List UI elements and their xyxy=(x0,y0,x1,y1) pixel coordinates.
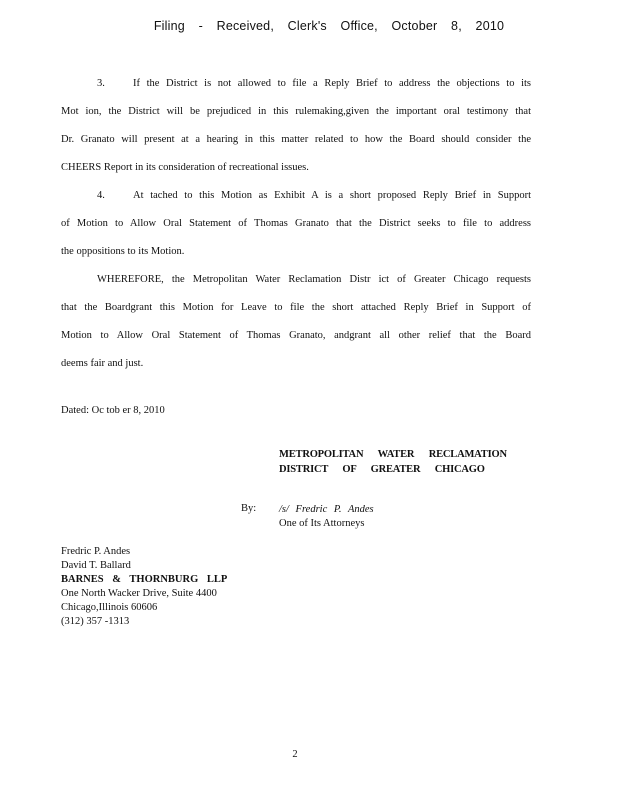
electronic-signature: /s/ Fredric P. Andes xyxy=(279,504,374,515)
paragraph-number: 4. xyxy=(97,190,105,201)
law-firm-name: BARNES & THORNBURG LLP xyxy=(61,574,228,585)
line-text: At tached to this Motion as Exhibit A is a short proposed Reply Brief in Support xyxy=(133,190,531,201)
paragraph-3-line-2: Mot ion, the District will be prejudiced in this rulemaking,given the important oral testimony that xyxy=(61,106,531,117)
paragraph-3-line-4: CHEERS Report in its consideration of recreational issues. xyxy=(61,162,309,173)
paragraph-3-line-1 xyxy=(61,70,531,98)
wherefore-line-4: deems fair and just. xyxy=(61,358,144,369)
organization-line-2: DISTRICT OF GREATER CHICAGO xyxy=(279,464,485,475)
by-label: By: xyxy=(241,503,257,514)
paragraph-4-line-3: the oppositions to its Motion. xyxy=(61,246,185,257)
wherefore-line-3: Motion to Allow Oral Statement of Thomas Granato, andgrant all other relief that the Board xyxy=(61,330,531,341)
counsel-block xyxy=(61,545,227,629)
paragraph-4-line-2: of Motion to Allow Oral Statement of Thomas Granato that the District seeks to file to address xyxy=(61,218,531,229)
wherefore-line-2: that the Boardgrant this Motion for Leave to file the short attached Reply Brief in Support of xyxy=(61,302,531,313)
organization-line-1: METROPOLITAN WATER RECLAMATION xyxy=(279,449,507,460)
counsel-name-2: David T. Ballard xyxy=(61,560,131,571)
wherefore-line-1: WHEREFORE, the Metropolitan Water Reclamation Distr ict of Greater Chicago requests xyxy=(97,274,531,285)
paragraph-4-line-1 xyxy=(61,182,531,210)
dated-line: Dated: Oc tob er 8, 2010 xyxy=(61,405,165,416)
counsel-name-1: Fredric P. Andes xyxy=(61,546,131,557)
motion-body xyxy=(61,70,531,378)
signature-organization xyxy=(279,447,507,477)
paragraph-3-line-3: Dr. Granato will present at a hearing in this matter related to how the Board should consider the xyxy=(61,134,531,145)
page-number: 2 xyxy=(292,749,298,760)
signer-role: One of Its Attorneys xyxy=(279,518,365,529)
address-line-2: Chicago,Illinois 60606 xyxy=(61,602,158,613)
line-text: If the District is not allowed to file a Reply Brief to address the objections to its xyxy=(133,78,531,89)
filing-header: Filing - Received, Clerk's Office, October 8, 2010 xyxy=(153,19,505,33)
signature-block xyxy=(279,503,374,531)
address-line-1: One North Wacker Drive, Suite 4400 xyxy=(61,588,217,599)
phone-number: (312) 357 -1313 xyxy=(61,616,130,627)
paragraph-number: 3. xyxy=(97,78,105,89)
